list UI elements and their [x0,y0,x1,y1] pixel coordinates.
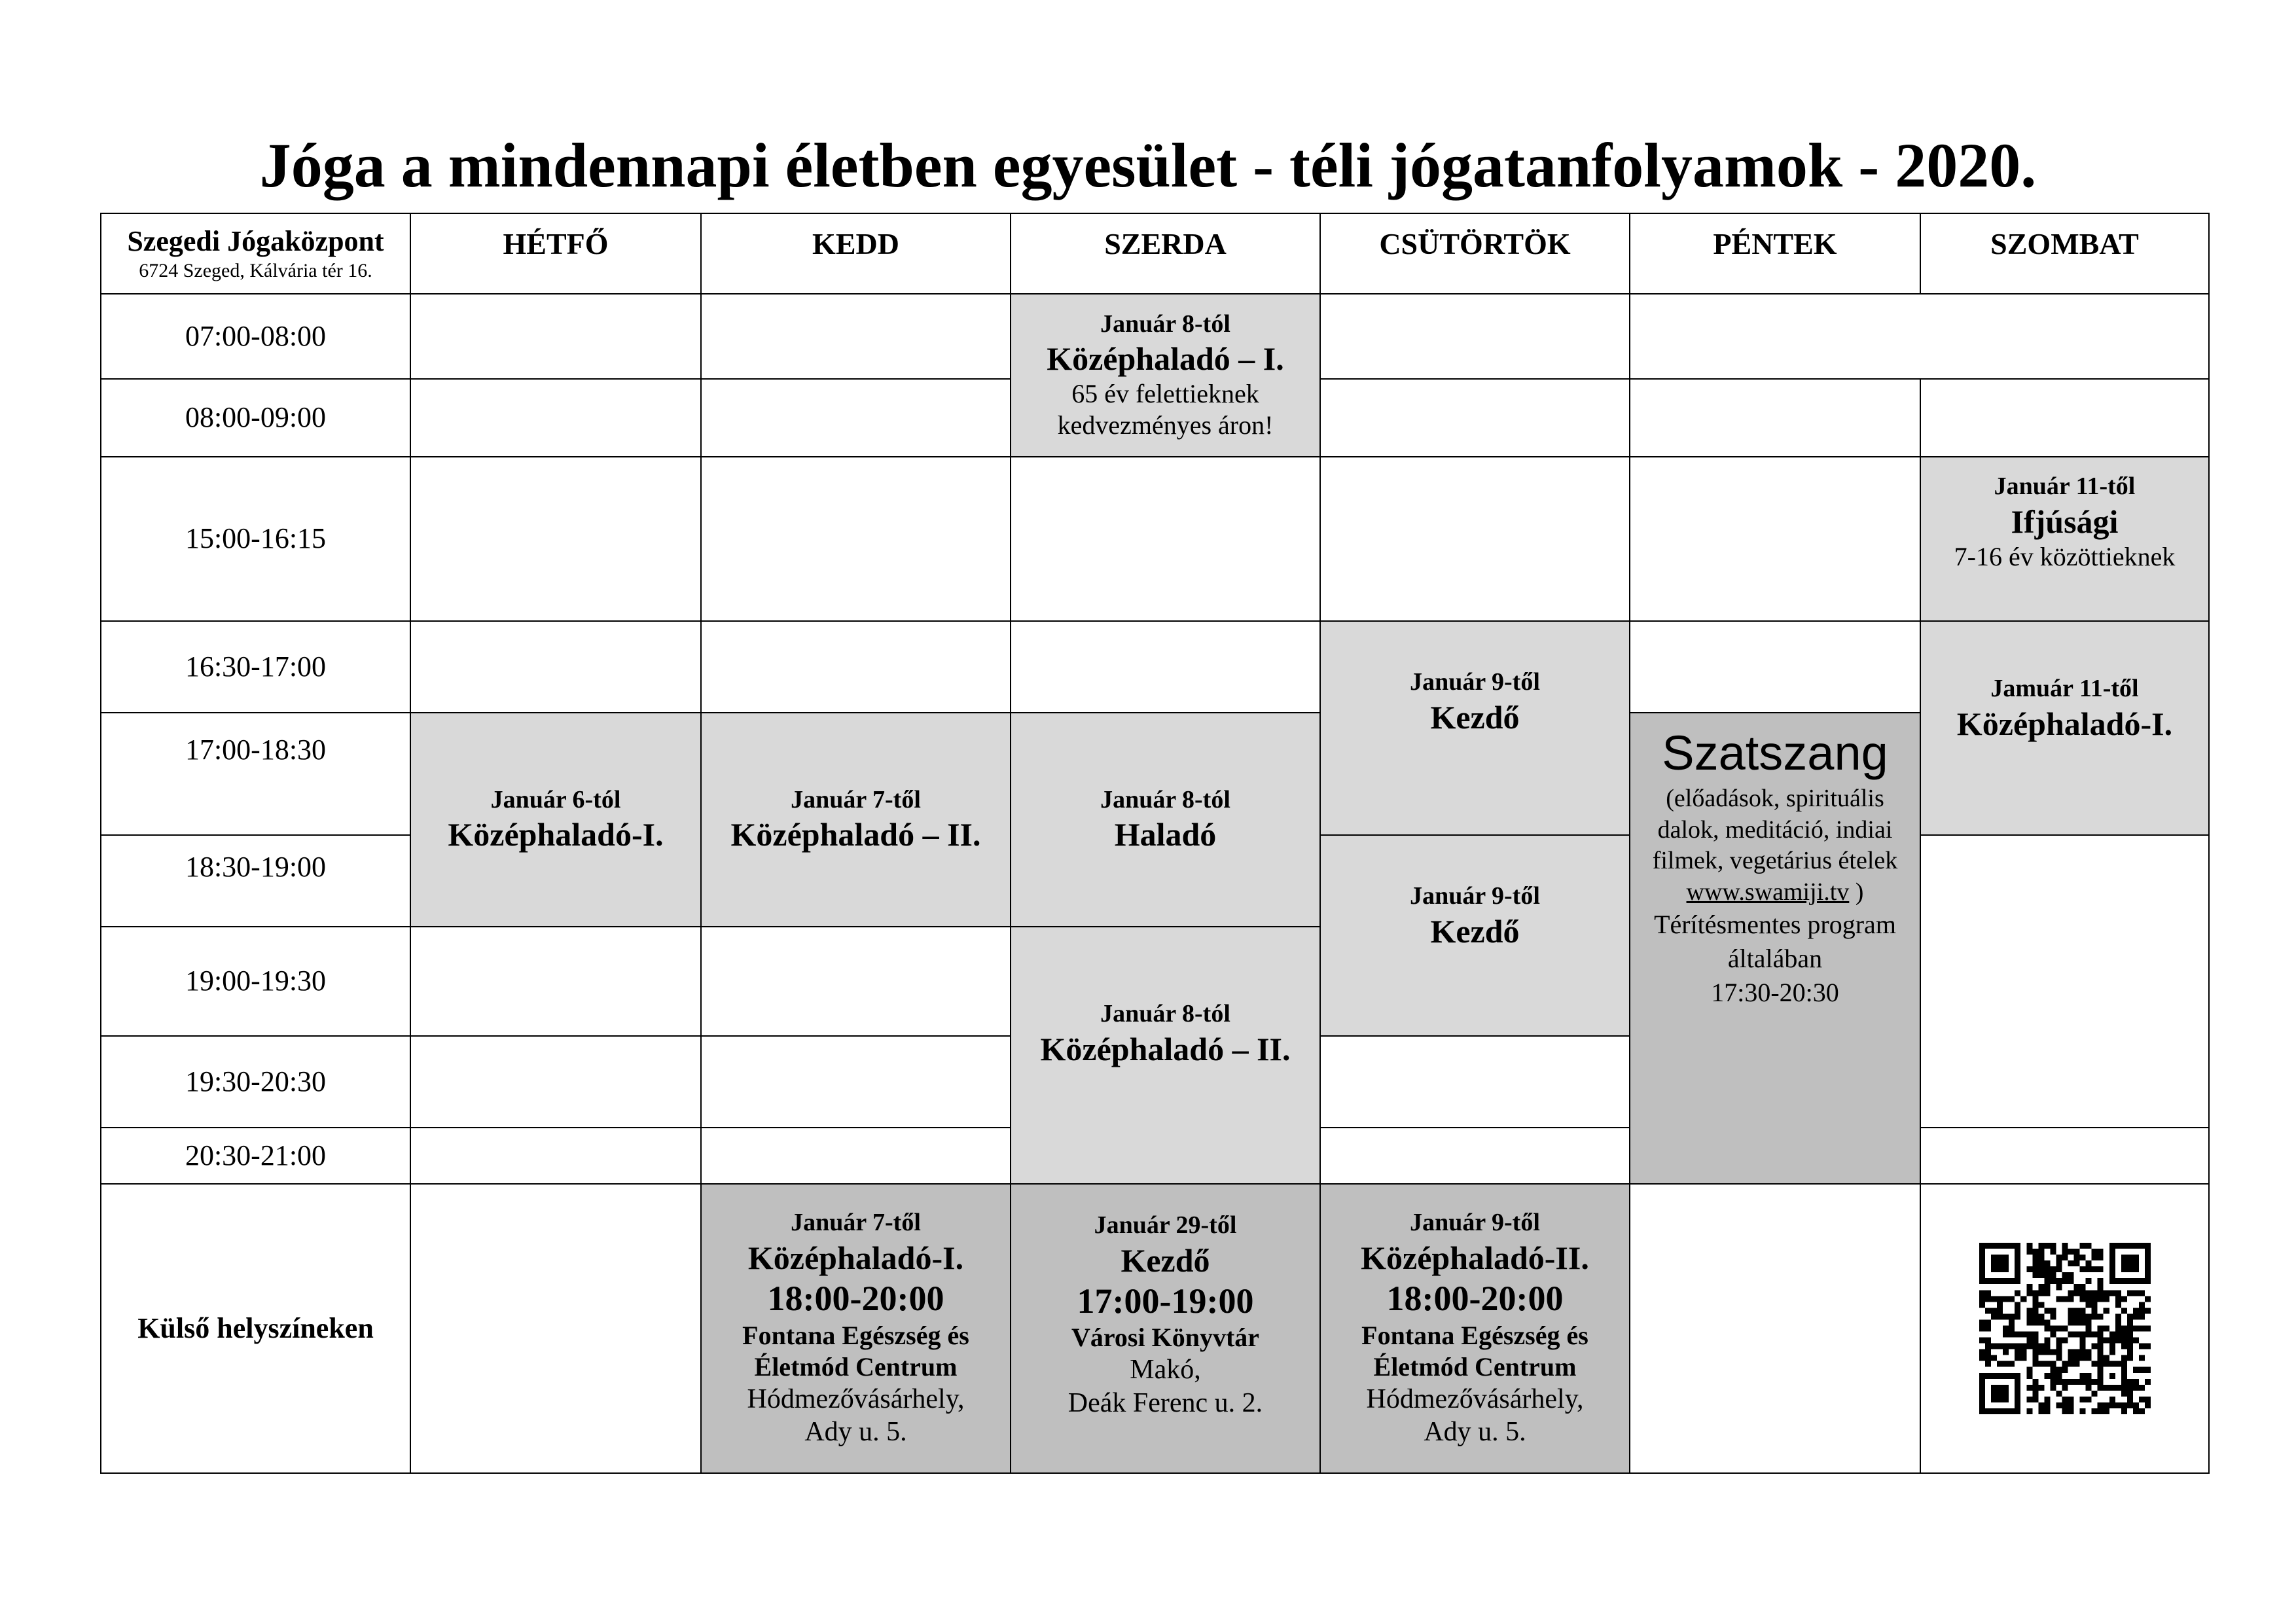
empty-cell [700,293,1011,380]
class-place: Fontana Egészség és [1361,1320,1588,1350]
class-start-date: Január 7-től [791,1209,921,1237]
class-start-date: Január 11-től [1994,473,2136,500]
class-note: 65 év felettieknek [1071,379,1259,409]
swamiji-link[interactable]: www.swamiji.tv [1686,878,1850,906]
class-cell-wednesday-late [1010,926,1321,1185]
satsang-info: Térítésmentes program [1654,910,1896,940]
class-note: 7-16 év közöttieknek [1954,541,2176,571]
time-slot: 19:00-19:30 [100,926,411,1037]
class-start-date: Január 7-től [791,785,921,813]
empty-cell [1319,456,1630,622]
class-title: Középhaladó-I. [1956,705,2173,742]
satsang-cell [1629,712,1921,1185]
class-title: Középhaladó – II. [730,816,981,853]
day-header-thursday: CSÜTÖRTÖK [1319,213,1630,294]
satsang-info: általában [1727,944,1823,974]
class-cell-wednesday-morning [1010,293,1321,457]
class-start-date: Január 9-től [1410,668,1540,696]
class-address: Ady u. 5. [1424,1417,1526,1448]
empty-cell [1629,1183,1921,1474]
empty-cell [1010,620,1321,713]
empty-cell [410,378,702,457]
class-cell-thursday-2 [1319,834,1630,1037]
satsang-link-suffix: ) [1849,878,1864,906]
day-header-wednesday: SZERDA [1010,213,1321,294]
class-title: Középhaladó – II. [1040,1030,1291,1067]
class-title: Ifjúsági [2011,503,2119,540]
empty-cell [1319,378,1630,457]
class-note: kedvezményes áron! [1057,410,1274,440]
class-address: Makó, [1130,1355,1201,1385]
class-place: Életmód Centrum [754,1351,958,1382]
external-label: Külső helyszíneken [137,1311,374,1344]
class-place: Városi Könyvtár [1071,1323,1260,1353]
satsang-description: filmek, vegetárius ételek [1652,847,1898,875]
qr-cell [1920,1183,2210,1474]
empty-cell [700,456,1011,622]
external-class-wednesday [1010,1183,1321,1474]
empty-cell [1319,1035,1630,1128]
satsang-description: dalok, meditáció, indiai [1657,815,1893,844]
class-place: Fontana Egészség és [742,1320,969,1350]
class-cell-tuesday [700,712,1011,927]
day-header-saturday: SZOMBAT [1920,213,2210,294]
class-start-date: Január 9-től [1410,1209,1540,1237]
class-address: Hódmezővásárhely, [1366,1383,1584,1414]
time-slot: 08:00-09:00 [100,378,411,457]
class-title: Kezdő [1430,912,1520,950]
class-title: Középhaladó-II. [1361,1240,1589,1276]
empty-cell [1920,834,2210,1128]
external-class-tuesday [700,1183,1011,1474]
time-slot: 20:30-21:00 [100,1127,411,1185]
page-title: Jóga a mindennapi életben egyesület - téli jógatanfolyamok - 2020. [259,130,2037,200]
time-slot: 18:30-19:00 [100,834,411,927]
empty-cell [410,1127,702,1185]
class-title: Kezdő [1430,698,1520,736]
empty-cell [410,1035,702,1128]
class-start-date: Január 6-tól [490,785,621,813]
class-title: Középhaladó-I. [448,816,664,853]
class-cell-saturday-youth [1920,456,2210,622]
class-title: Kezdő [1121,1241,1210,1279]
external-class-thursday [1319,1183,1630,1474]
class-cell-thursday-1 [1319,620,1630,836]
empty-cell [700,1127,1011,1185]
day-header-tuesday: KEDD [700,213,1011,294]
class-title: Haladó [1114,816,1217,853]
satsang-time: 17:30-20:30 [1711,978,1839,1008]
venue-name: Szegedi Jógaközpont [127,225,384,258]
empty-cell [1629,620,1921,713]
class-time: 18:00-20:00 [767,1279,944,1318]
venue-address: 6724 Szeged, Kálvária tér 16. [139,259,372,281]
day-header-monday: HÉTFŐ [410,213,702,294]
satsang-title: Szatszang [1662,726,1888,780]
class-cell-wednesday-evening [1010,712,1321,927]
class-start-date: Január 8-tól [1100,785,1230,813]
empty-cell [700,378,1011,457]
class-place: Életmód Centrum [1373,1351,1577,1382]
empty-cell [700,620,1011,713]
class-start-date: Január 9-től [1410,882,1540,910]
class-address: Deák Ferenc u. 2. [1067,1387,1263,1418]
empty-cell [1010,456,1321,622]
qr-code-icon[interactable] [1979,1243,2151,1414]
class-start-date: Január 8-tól [1100,1000,1230,1027]
satsang-description: (előadások, spirituális [1666,785,1884,813]
empty-cell [1920,1127,2210,1185]
class-address: Hódmezővásárhely, [747,1383,965,1414]
external-label-cell [100,1183,411,1474]
class-time: 18:00-20:00 [1386,1279,1564,1318]
empty-cell [410,620,702,713]
class-title: Középhaladó-I. [747,1240,964,1276]
venue-header-cell [100,213,411,294]
empty-cell [410,1183,702,1474]
time-slot: 15:00-16:15 [100,456,411,622]
empty-cell [1319,1127,1630,1185]
day-header-friday: PÉNTEK [1629,213,1921,294]
empty-cell [1920,378,2210,457]
class-title: Középhaladó – I. [1047,340,1284,378]
empty-cell [1629,378,1921,457]
empty-cell [1629,293,2210,380]
class-start-date: Január 29-től [1094,1211,1237,1239]
time-slot: 07:00-08:00 [100,293,411,380]
class-start-date: Jamuár 11-től [1990,675,2139,702]
class-start-date: Január 8-tól [1100,310,1230,338]
time-slot: 19:30-20:30 [100,1035,411,1128]
empty-cell [1319,293,1630,380]
class-time: 17:00-19:00 [1077,1281,1254,1321]
time-slot: 16:30-17:00 [100,620,411,713]
empty-cell [410,456,702,622]
empty-cell [410,926,702,1037]
empty-cell [410,293,702,380]
class-cell-monday [410,712,702,927]
time-slot: 17:00-18:30 [100,712,411,836]
empty-cell [1629,456,1921,622]
class-cell-saturday-evening [1920,620,2210,836]
satsang-link-line [1687,877,1864,908]
empty-cell [700,1035,1011,1128]
class-address: Ady u. 5. [804,1417,907,1448]
empty-cell [700,926,1011,1037]
